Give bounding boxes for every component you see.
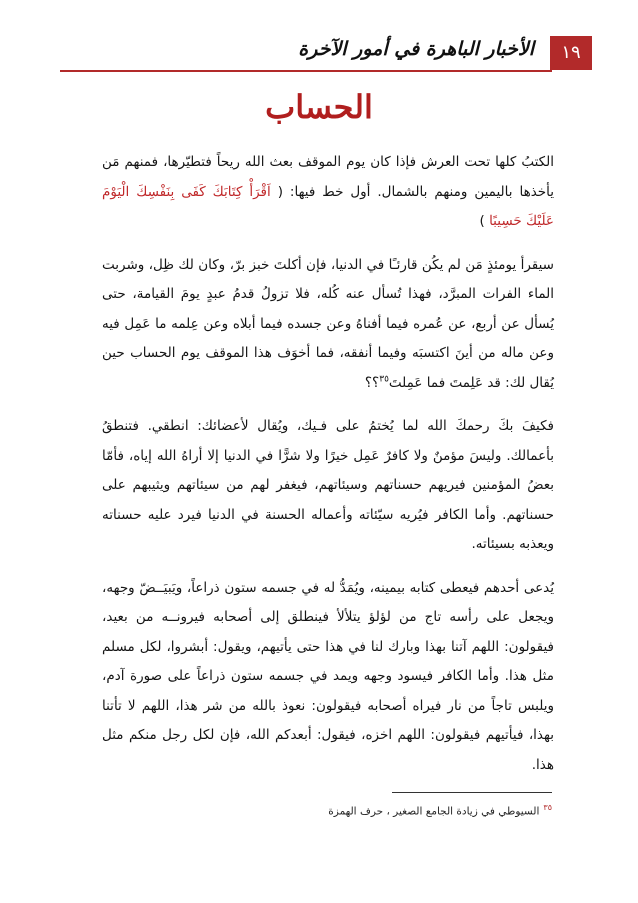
footnote-text: السيوطي في زيادة الجامع الصغير ، حرف الهمزة (328, 805, 540, 818)
paragraph-4-text: يُدعى أحدهم فيعطى كتابه بيمينه، ويُمَدُّ له في جسمه ستون ذراعاً، ويَبيَــضّ وجهه، ويجعل على رأسه تاج من لؤلؤ يتلألأ فينطلق إلى أصحابه فيرونــه من بعيد، فيقولون: اللهم آتنا بهذا وبارك لنا في هذا حتى يأتيهم، ويقول: أبشروا، لكل مسلم مثل هذا. وأما الكافر فيسود وجهه ويمد في جسمه ستون ذراعاً على صورة آدم، ويلبس تاجاً من نار فيراه أصحابه فيقولون: نعوذ بالله من شر هذا، اللهم لا تأتنا بهذا، فيأتيهم فيقولون: اللهم اخزه، فيقول: أبعدكم الله، فإن لكل رجل منكم مثل هذا. (102, 579, 554, 773)
footnote-number: ٣٥ (543, 803, 552, 812)
page-number: ١٩ (550, 36, 592, 70)
paragraph-2-end: ؟؟ (364, 374, 380, 391)
footnote (102, 803, 552, 818)
paragraph-1-end: ) (479, 213, 485, 229)
paragraph-2-text: سيقرأ يومئذٍ مَن لم يكُن قارئـًا في الدنيا، فإن أكلتَ خبز برّ، وكان لك ظِل، وشربت الماء الفرات المبرَّد، فهذا تُسأل عنه كُله، فلا تزولُ قدمُ عبدٍ يومَ القيامة، حتى يُسأل عن أربع، عن عُمره فيما أفناهُ وعن جسده فيما أبلاه وعن عِلمه ما عَمِل فيه وعن ماله من أينَ اكتسبَه وفيما أنفقه، فما أخوَف هذا الموقف يوم الحساب حين يُقال لك: قد عَلِمتَ فما عَمِلتَ (102, 256, 554, 391)
body-text (102, 148, 554, 794)
running-title: الأخبار الباهرة في أمور الآخرة (298, 38, 534, 60)
paragraph-4 (102, 574, 554, 781)
page-header (60, 36, 581, 72)
header-rule (60, 70, 552, 72)
footnote-reference: ٣٥ (379, 374, 389, 384)
paragraph-1-text: الكتبُ كلها تحت العرش فإذا كان يوم الموقف بعث الله ريحاً فتطيّرها، فمنهم مَن يأخذها باليمين ومنهم بالشمال. أول خط فيها: ( (102, 154, 555, 200)
paragraph-3-text: فكيفَ بكَ رحمكَ الله لما يُختمُ على فـيك، ويُقال لأعضائك: انطقي. فتنطقُ بأعمالك. وليسَ مؤمنٌ ولا كافرٌ عَمِل خيرًا ولا شرًّا في الدنيا إلا أراهُ الله إياه، فأمّا بعضُ المؤمنين فيريهم حسناتهم وسيئاتهم، فيغفر لهم من سيئاتهم ويثيبهم على حسناتهم. وأما الكافر فيُريه سيّئاته وأعماله الحسنة في الدنيا فيرد عليه حسناته ويعذبه بسيئاته. (102, 418, 554, 552)
quran-verse: اَقْرَأْ كِتَابَكَ كَفَى بِنَفْسِكَ الْيَوْمَ عَلَيْكَ حَسِيبًا (102, 183, 554, 229)
paragraph-1 (102, 148, 554, 237)
paragraph-2 (102, 251, 554, 399)
chapter-title: الحساب (265, 88, 373, 126)
paragraph-3 (102, 412, 554, 560)
footnote-rule (392, 792, 552, 793)
